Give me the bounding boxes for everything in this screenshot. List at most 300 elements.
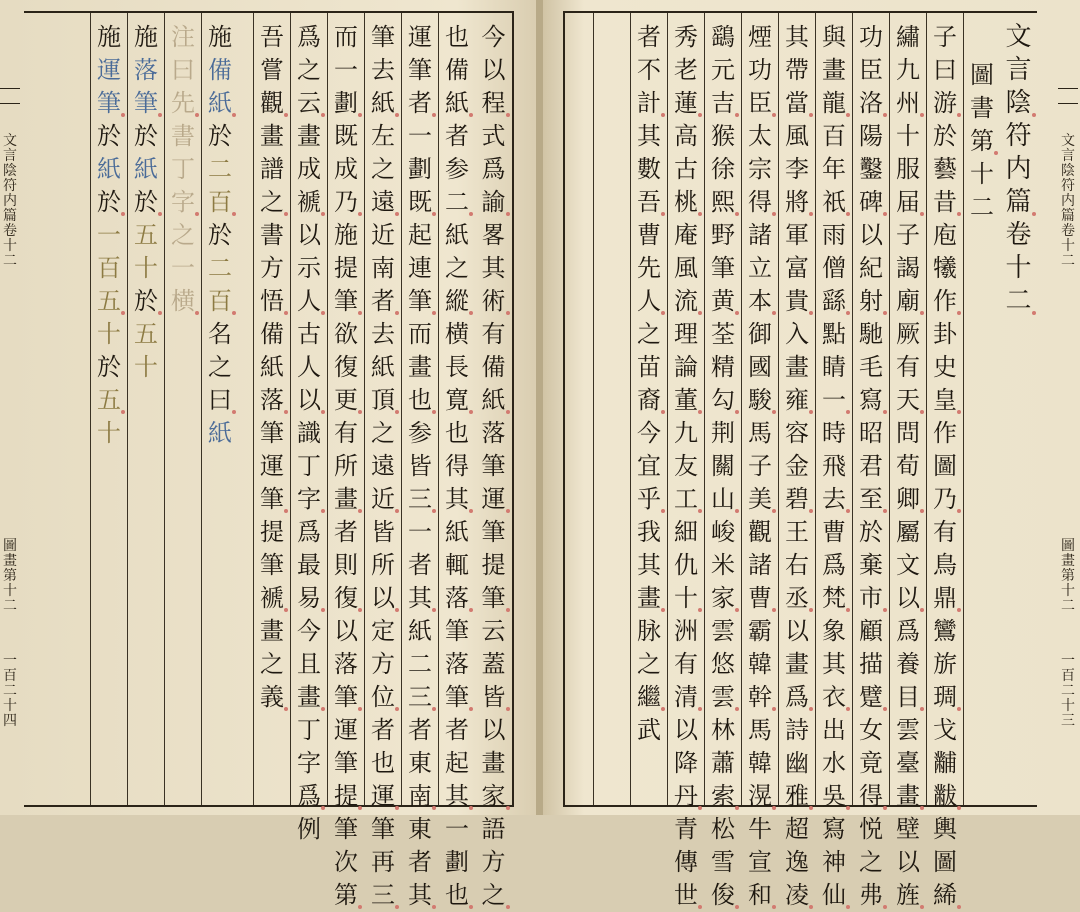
glyph: 秀 (674, 23, 698, 51)
book-gutter (536, 0, 543, 815)
text-column (704, 13, 741, 909)
glyph: 之 (297, 56, 321, 84)
glyph: 十 (134, 254, 158, 282)
glyph: 牛 (748, 815, 772, 843)
glyph: 衣 (822, 681, 846, 714)
glyph: 帶 (785, 56, 809, 84)
glyph: 左 (371, 122, 395, 150)
glyph: 十 (970, 160, 994, 188)
glyph: 絺 (933, 879, 957, 912)
glyph: 字 (297, 483, 321, 516)
glyph: 十 (134, 353, 158, 381)
glyph: 百 (208, 285, 232, 318)
glyph: 二 (445, 186, 469, 219)
glyph: 畫 (896, 780, 920, 813)
glyph: 紙 (134, 155, 158, 183)
glyph: 和 (748, 879, 772, 912)
glyph: 乃 (334, 186, 358, 219)
glyph: 一 (445, 815, 469, 843)
glyph: 紙 (371, 87, 395, 120)
glyph: 書 (260, 221, 284, 249)
glyph: 文 (3, 133, 17, 149)
glyph: 畫 (297, 122, 321, 150)
glyph: 其 (408, 582, 432, 615)
glyph: 紙 (445, 518, 469, 546)
glyph: 霸 (748, 617, 772, 645)
glyph: 馳 (859, 320, 883, 348)
glyph: 内 (1005, 154, 1032, 184)
glyph: 金 (785, 452, 809, 480)
glyph: 再 (371, 848, 395, 876)
glyph: 者 (445, 716, 469, 744)
glyph: 風 (785, 122, 809, 150)
glyph: 二 (1061, 598, 1075, 614)
glyph: 得 (859, 780, 883, 813)
glyph: 諸 (748, 221, 772, 249)
glyph: 畫 (260, 122, 284, 150)
glyph: 十 (97, 320, 121, 348)
glyph: 之 (637, 650, 661, 678)
glyph: 筆 (334, 681, 358, 714)
chapter-title (1000, 13, 1037, 805)
glyph: 子 (896, 221, 920, 249)
glyph: 二 (208, 254, 232, 282)
glyph: 洲 (674, 617, 698, 645)
glyph: 董 (674, 384, 698, 417)
glyph: 屬 (896, 518, 920, 546)
glyph: 畫 (3, 553, 17, 569)
glyph: 點 (822, 320, 846, 348)
glyph: 所 (371, 551, 395, 579)
glyph: 畫 (408, 353, 432, 381)
glyph: 畫 (822, 56, 846, 84)
glyph: 米 (711, 551, 735, 579)
glyph: 之 (208, 353, 232, 381)
glyph: 李 (785, 155, 809, 183)
glyph: 雪 (711, 848, 735, 876)
glyph: 者 (637, 23, 661, 51)
glyph: 欲 (334, 320, 358, 348)
glyph: 易 (297, 582, 321, 615)
glyph: 横 (171, 285, 195, 318)
glyph: 吳 (822, 780, 846, 813)
glyph: 琱 (933, 681, 957, 714)
glyph: 運 (408, 23, 432, 51)
glyph: 筆 (134, 87, 158, 120)
glyph: 其 (637, 551, 661, 579)
glyph: 得 (445, 452, 469, 480)
glyph: 去 (371, 56, 395, 84)
glyph: 筆 (371, 815, 395, 843)
glyph: 連 (408, 254, 432, 282)
glyph: 荀 (896, 452, 920, 480)
glyph: 落 (134, 56, 158, 84)
glyph: 五 (134, 320, 158, 348)
glyph: 者 (408, 87, 432, 120)
glyph: 神 (822, 848, 846, 876)
text-column (852, 13, 889, 909)
glyph: 宜 (637, 452, 661, 480)
glyph: 提 (260, 518, 284, 546)
glyph: 養 (896, 650, 920, 678)
glyph: 去 (371, 320, 395, 348)
glyph: 文 (1061, 133, 1075, 149)
glyph: 馬 (748, 419, 772, 447)
glyph: 篇 (1061, 208, 1075, 224)
glyph: 韓 (748, 749, 772, 777)
glyph: 施 (134, 23, 158, 51)
glyph: 紙 (208, 419, 232, 447)
glyph: 諸 (748, 551, 772, 579)
glyph: 三 (371, 879, 395, 912)
section-title (963, 13, 1000, 805)
glyph: 近 (371, 221, 395, 249)
glyph: 筆 (334, 815, 358, 843)
glyph: 觀 (260, 87, 284, 120)
glyph: 先 (171, 87, 195, 120)
glyph: 云 (297, 87, 321, 120)
glyph: 畫 (481, 749, 506, 777)
glyph: 也 (445, 23, 469, 51)
glyph: 睛 (822, 353, 846, 381)
glyph: 至 (859, 483, 883, 516)
glyph: 馬 (748, 716, 772, 744)
glyph: 黼 (933, 749, 957, 777)
glyph: 廟 (896, 285, 920, 318)
text-column (475, 13, 512, 909)
glyph: 荆 (711, 419, 735, 447)
text-column (90, 13, 127, 805)
glyph: 以 (896, 848, 920, 876)
glyph: 第 (970, 125, 994, 158)
glyph: 碧 (785, 483, 809, 516)
glyph: 人 (297, 285, 321, 318)
text-column (253, 13, 290, 805)
glyph: 九 (674, 419, 698, 447)
glyph: 二 (1061, 253, 1075, 269)
glyph: 蓋 (481, 650, 506, 678)
glyph: 以 (297, 384, 321, 417)
glyph: 褫 (297, 186, 321, 219)
glyph: 二 (3, 598, 17, 614)
glyph: 梵 (822, 582, 846, 615)
glyph: 鷂 (711, 23, 735, 51)
glyph: 毛 (859, 353, 883, 381)
glyph: 以 (297, 221, 321, 249)
glyph: 丁 (297, 452, 321, 480)
glyph: 射 (859, 285, 883, 318)
glyph: 紙 (445, 221, 469, 249)
glyph: 遠 (371, 452, 395, 480)
glyph: 理 (674, 320, 698, 348)
glyph: 以 (896, 582, 920, 615)
glyph: 棄 (859, 551, 883, 579)
glyph: 皆 (408, 452, 432, 480)
glyph: 超 (785, 815, 809, 843)
glyph: 碑 (859, 186, 883, 219)
glyph: 元 (711, 56, 735, 84)
glyph: 弗 (859, 879, 883, 912)
glyph: 筆 (334, 285, 358, 318)
glyph: 劃 (445, 848, 469, 876)
glyph: 長 (445, 353, 469, 381)
glyph: 以 (674, 716, 698, 744)
glyph: 紙 (208, 87, 232, 120)
glyph: 仙 (822, 879, 846, 912)
glyph: 其 (822, 650, 846, 678)
glyph: 一 (1061, 653, 1075, 669)
glyph: 筆 (408, 285, 432, 318)
glyph: 今 (637, 419, 661, 447)
right-text-frame (563, 11, 1037, 909)
glyph: 服 (896, 155, 920, 183)
glyph: 傳 (674, 848, 698, 876)
glyph: 於 (97, 186, 121, 219)
glyph: 有 (334, 419, 358, 447)
glyph: 有 (481, 320, 506, 348)
glyph: 吾 (637, 186, 661, 219)
glyph: 於 (97, 122, 121, 150)
glyph: 言 (3, 148, 17, 164)
glyph: 宗 (748, 155, 772, 183)
glyph: 時 (822, 419, 846, 447)
glyph: 於 (134, 285, 158, 318)
glyph: 寛 (445, 384, 469, 417)
glyph: 右 (785, 551, 809, 579)
glyph: 二 (3, 253, 17, 269)
glyph: 乃 (933, 483, 957, 516)
glyph: 與 (822, 23, 846, 51)
glyph: 幹 (748, 681, 772, 714)
glyph: 庖 (933, 221, 957, 249)
glyph: 壁 (896, 815, 920, 843)
glyph: 復 (334, 582, 358, 615)
glyph: 文 (1005, 22, 1032, 52)
glyph: 施 (97, 23, 121, 51)
glyph: 爲 (297, 518, 321, 546)
glyph: 畫 (297, 681, 321, 714)
glyph: 鼎 (933, 582, 957, 615)
glyph: 寫 (859, 384, 883, 417)
glyph: 十 (1061, 238, 1075, 254)
glyph: 有 (933, 518, 957, 546)
glyph: 一 (408, 518, 432, 546)
glyph: 一 (822, 384, 846, 417)
glyph: 陰 (1005, 88, 1032, 118)
glyph: 更 (334, 384, 358, 417)
glyph: 符 (3, 178, 17, 194)
glyph: 陽 (859, 122, 883, 150)
glyph: 脉 (637, 617, 661, 645)
glyph: 蓮 (674, 87, 698, 120)
glyph: 二 (970, 193, 994, 221)
glyph: 林 (711, 716, 735, 744)
glyph: 先 (637, 254, 661, 282)
glyph: 頂 (371, 384, 395, 417)
glyph: 三 (408, 483, 432, 516)
glyph: 注 (171, 23, 195, 51)
glyph: 之 (371, 155, 395, 183)
glyph: 且 (297, 650, 321, 678)
glyph: 符 (1061, 178, 1075, 194)
glyph: 式 (481, 122, 506, 150)
glyph: 内 (3, 193, 17, 209)
glyph: 紀 (859, 254, 883, 282)
glyph: 觀 (748, 518, 772, 546)
glyph: 曹 (822, 518, 846, 546)
glyph: 一 (334, 56, 358, 84)
glyph: 桃 (674, 186, 698, 219)
glyph: 於 (97, 353, 121, 381)
glyph: 曰 (933, 56, 957, 84)
glyph: 圖 (933, 848, 957, 876)
glyph: 百 (1061, 668, 1075, 684)
glyph: 史 (933, 353, 957, 381)
right-margin-section (1061, 539, 1075, 614)
glyph: 象 (822, 617, 846, 645)
glyph: 定 (371, 617, 395, 645)
glyph: 之 (260, 650, 284, 678)
glyph: 吾 (260, 23, 284, 51)
glyph: 悠 (711, 650, 735, 678)
text-column (815, 13, 852, 909)
glyph: 丁 (297, 716, 321, 744)
text-column (667, 13, 704, 909)
glyph: 家 (711, 582, 735, 615)
glyph: 備 (481, 353, 506, 381)
glyph: 鳥 (933, 551, 957, 579)
glyph: 以 (371, 582, 395, 615)
glyph: 紙 (482, 384, 506, 417)
glyph: 筆 (481, 452, 506, 480)
glyph: 畫 (1061, 553, 1075, 569)
glyph: 立 (748, 254, 772, 282)
glyph: 寫 (822, 815, 846, 843)
glyph: 近 (371, 483, 395, 516)
glyph: 以 (785, 617, 809, 645)
glyph: 二 (1005, 286, 1032, 316)
glyph: 曹 (637, 221, 661, 249)
glyph: 丁 (171, 155, 195, 183)
glyph: 索 (711, 780, 735, 813)
glyph: 之 (260, 186, 284, 219)
glyph: 一 (171, 254, 195, 282)
glyph: 一 (97, 221, 121, 249)
glyph: 之 (482, 879, 506, 912)
glyph: 謁 (896, 254, 920, 282)
glyph: 峻 (711, 518, 735, 546)
text-column (778, 13, 815, 909)
glyph: 不 (637, 56, 661, 84)
glyph: 凌 (785, 879, 809, 912)
glyph: 俊 (711, 879, 735, 912)
glyph: 水 (822, 749, 846, 777)
glyph: 功 (859, 23, 883, 51)
glyph: 爲 (297, 780, 321, 813)
glyph: 曰 (171, 56, 195, 84)
glyph: 備 (208, 56, 232, 84)
glyph: 猴 (711, 122, 735, 150)
glyph: 畧 (481, 221, 506, 249)
glyph: 旌 (896, 879, 920, 912)
text-column (926, 13, 963, 909)
glyph: 施 (208, 23, 232, 51)
glyph: 流 (674, 285, 698, 318)
glyph: 運 (371, 780, 395, 813)
glyph: 九 (896, 56, 920, 84)
glyph: 書 (970, 94, 994, 122)
glyph: 清 (674, 681, 698, 714)
glyph: 於 (134, 186, 158, 219)
glyph: 作 (933, 419, 957, 447)
glyph: 提 (334, 254, 358, 282)
glyph: 家 (482, 780, 506, 813)
glyph: 女 (859, 716, 883, 744)
glyph: 二 (3, 683, 17, 699)
glyph: 一 (3, 653, 17, 669)
glyph: 筆 (711, 254, 735, 282)
glyph: 年 (822, 155, 846, 183)
glyph: 描 (859, 650, 883, 678)
glyph: 精 (711, 353, 735, 381)
glyph: 之 (445, 254, 469, 282)
glyph: 劃 (334, 87, 358, 120)
glyph: 之 (371, 419, 395, 447)
glyph: 國 (748, 353, 772, 381)
glyph: 熙 (711, 186, 735, 219)
glyph: 其 (445, 483, 469, 516)
glyph: 圖 (1061, 538, 1075, 554)
glyph: 者 (371, 285, 395, 318)
glyph: 方 (481, 848, 506, 876)
glyph: 二 (1061, 683, 1075, 699)
glyph: 繡 (896, 23, 920, 51)
glyph: 曹 (748, 582, 772, 615)
glyph: 其 (445, 780, 469, 813)
glyph: 皆 (482, 681, 506, 714)
glyph: 参 (408, 419, 432, 447)
glyph: 遠 (371, 186, 395, 219)
glyph: 松 (711, 815, 735, 843)
glyph: 陰 (3, 163, 17, 179)
glyph: 五 (97, 285, 121, 318)
glyph: 鑿 (859, 155, 883, 183)
glyph: 卷 (1061, 223, 1075, 239)
glyph: 也 (445, 879, 469, 912)
glyph: 野 (711, 221, 735, 249)
glyph: 飛 (822, 452, 846, 480)
glyph: 諭 (482, 186, 506, 219)
glyph: 所 (334, 452, 358, 480)
glyph: 成 (334, 155, 358, 183)
glyph: 起 (445, 749, 469, 777)
glyph: 入 (785, 320, 809, 348)
left-margin-strip (0, 0, 20, 815)
glyph: 嘗 (260, 56, 284, 84)
glyph: 青 (674, 815, 698, 843)
glyph: 工 (674, 483, 698, 516)
glyph: 圖 (970, 61, 994, 89)
text-column (364, 13, 401, 909)
glyph: 第 (3, 568, 17, 584)
glyph: 一 (408, 122, 432, 150)
glyph: 之 (171, 221, 195, 249)
glyph: 字 (297, 749, 321, 777)
glyph: 以 (481, 716, 506, 744)
glyph: 次 (334, 848, 358, 876)
text-column (201, 13, 238, 805)
glyph: 譜 (260, 155, 284, 183)
